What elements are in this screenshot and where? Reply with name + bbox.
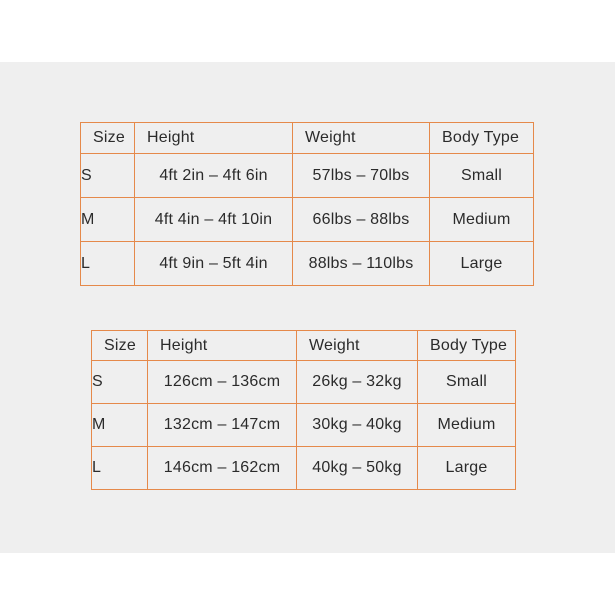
cell-size: L [81,242,135,286]
cell-size: L [92,447,148,490]
column-header-body-type: Body Type [418,331,516,361]
table-row-l [92,447,516,490]
cell-weight-range: 30kg – 40kg [297,404,418,447]
column-header-weight: Weight [293,123,430,154]
cell-weight-range: 66lbs – 88lbs [293,198,430,242]
column-header-weight: Weight [297,331,418,361]
cell-weight-range: 26kg – 32kg [297,361,418,404]
table-row-m [81,198,534,242]
size-chart-table-metric [91,330,516,490]
cell-body-type: Medium [430,198,534,242]
column-header-size: Size [81,123,135,154]
cell-body-type: Large [418,447,516,490]
column-header-height: Height [135,123,293,154]
size-chart-table-imperial [80,122,534,286]
cell-weight-range: 88lbs – 110lbs [293,242,430,286]
cell-height-range: 126cm – 136cm [148,361,297,404]
cell-height-range: 4ft 4in – 4ft 10in [135,198,293,242]
column-header-height: Height [148,331,297,361]
header-row [92,331,516,361]
cell-body-type: Large [430,242,534,286]
table-row-s [81,154,534,198]
cell-weight-range: 40kg – 50kg [297,447,418,490]
cell-size: M [92,404,148,447]
table-row-m [92,404,516,447]
cell-body-type: Small [430,154,534,198]
cell-height-range: 132cm – 147cm [148,404,297,447]
cell-height-range: 4ft 9in – 5ft 4in [135,242,293,286]
cell-body-type: Medium [418,404,516,447]
cell-size: S [92,361,148,404]
cell-size: S [81,154,135,198]
cell-weight-range: 57lbs – 70lbs [293,154,430,198]
cell-size: M [81,198,135,242]
cell-height-range: 4ft 2in – 4ft 6in [135,154,293,198]
column-header-body-type: Body Type [430,123,534,154]
cell-height-range: 146cm – 162cm [148,447,297,490]
cell-body-type: Small [418,361,516,404]
table-row-s [92,361,516,404]
table-row-l [81,242,534,286]
column-header-size: Size [92,331,148,361]
header-row [81,123,534,154]
